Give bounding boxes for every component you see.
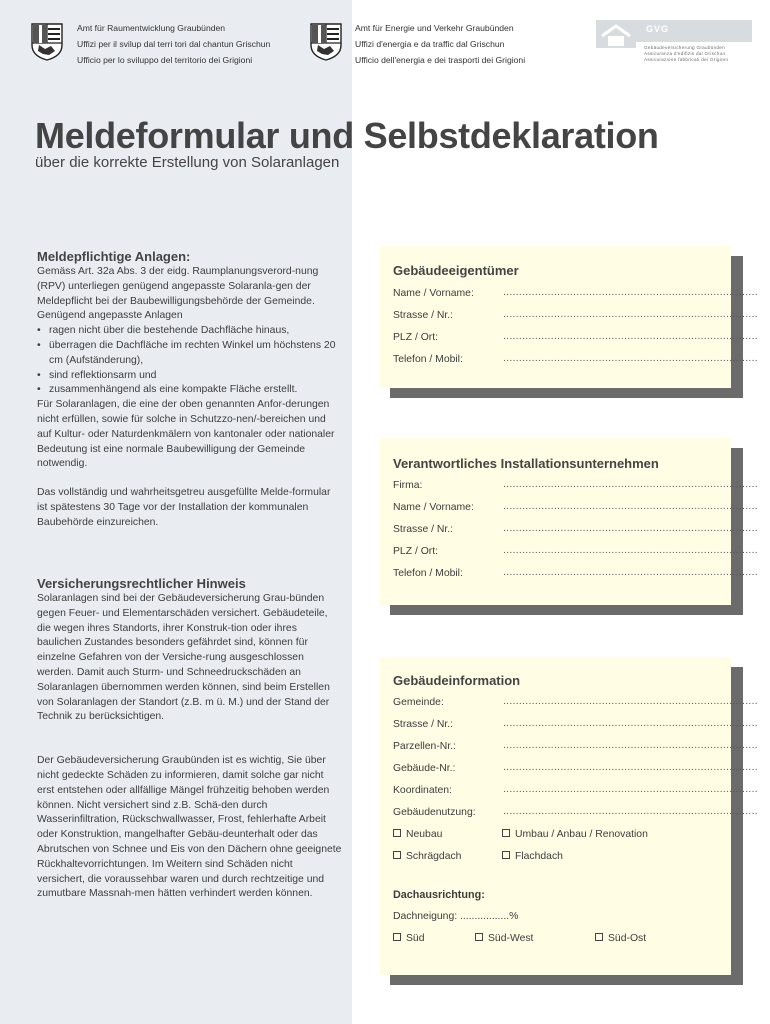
installer-box: Verantwortliches Installationsunternehmen Firma: ................................................................................ Name / Vorname: ................................................................................ Strasse / Nr.: ................................................................................ PLZ / Ort: ................................................................................ Telefon / Mobil: ................................................................................ (380, 438, 731, 605)
owner-box: Gebäudeeigentümer Name / Vorname: ................................................................................ Strasse / Nr.: ................................................................................ PLZ / Ort: ................................................................................ Telefon / Mobil: ................................................................................ (380, 246, 731, 388)
list-item: • ragen nicht über die bestehende Dachfläche hinaus, (37, 324, 342, 339)
checkbox-icon (393, 829, 401, 837)
checkbox-icon (393, 933, 401, 941)
building-info-box: Gebäudeinformation Gemeinde: ................................................................................ Strasse / Nr.: ................................................................................ Parzellen-Nr.: ................................................................................ Gebäude-Nr.: ................................................................................ Koordinaten: ................................................................................ Gebäudenutzung: ................................................................................ Neubau Umbau / Anbau / Renovation Schrägdach Flachdach Dachausrichtung: Dachneigung: .................% Süd Süd-West Süd-Ost (380, 657, 731, 975)
deadline-note: Das vollständig und wahrheitsgetreu ausgefüllte Melde-formular ist spätestens 30 Tage vor der Installation der kommunalen Baubehörde einzureichen. (37, 487, 331, 528)
section-intro: Gemäss Art. 32a Abs. 3 der eidg. Raumplanungsverord-nung (RPV) unterliegen genügend angepasste Solaranla-gen der Meldepflicht bei der Baubewilligungsbehörde der Gemeinde. Genügend angepasste Anlagen (37, 266, 319, 322)
page-subtitle: über die korrekte Erstellung von Solaranlagen (35, 154, 340, 171)
box-shadow (731, 256, 743, 398)
header-left-office (77, 20, 270, 68)
checkbox-neubau[interactable]: Neubau (393, 829, 442, 840)
box-heading: Gebäudeeigentümer (393, 263, 519, 278)
checkbox-icon (595, 933, 603, 941)
section-heading: Versicherungsrechtlicher Hinweis (37, 576, 246, 591)
box-heading: Verantwortliches Installationsunternehmen (393, 456, 659, 471)
box-shadow (390, 605, 743, 615)
checkbox-schraegdach[interactable]: Schrägdach (393, 851, 461, 862)
insurance-paragraph: Solaranlagen sind bei der Gebäudeversicherung Grau-bünden gegen Feuer- und Elementarschäden versichert. Gebäudeteile, die wegen ihres Standorts, ihrer Konstruk-tion oder ihres baulichen Zustandes besonders gefährdet sind, können für einzelne Gefahren von der Versiche-rung ausgeschlossen werden. Damit auch Sturm- und Schneedruckschäden an Solaranlagen übernommen werden können, sind beim Erstellen von Solaranlagen der Standort (z.B. m ü. M.) und der Stand der Technik zu berücksichtigen. (37, 593, 330, 723)
checkbox-icon (502, 851, 510, 859)
insurance-paragraph: Der Gebäudeversicherung Graubünden ist es wichtig, Sie über nicht gedeckte Schäden zu informieren, damit solche gar nicht erst entstehen oder allfällige Mängel frühzeitig behoben werden können. Nicht versichert sind z.B. Schä-den durch Wasserinfiltration, Rückschwallwasser, Frost, fehlerhafte Arbeit oder Konstruktion, mangelhafter Gebäu-deunterhalt oder das Abrutschen von Schnee und Eis von den Dächern ohne geeignete Rückhaltevorrichtungen. Im Weitern sind Schäden nicht versichert, die voraussehbar waren und durch rechtzeitige und zumutbare Massnah-men hätten verhindert werden können. (37, 755, 342, 900)
header-left-line: Amt für Raumentwicklung Graubünden (77, 23, 226, 33)
checkbox-sued[interactable]: Süd (393, 933, 425, 944)
checkbox-sued-ost[interactable]: Süd-Ost (595, 933, 646, 944)
checkbox-flachdach[interactable]: Flachdach (502, 851, 563, 862)
header-right-line: Uffizi d'energia e da traffic dal Grischun (355, 39, 505, 49)
requirements-list (37, 324, 342, 398)
gvg-subtitle: Gebäudeversicherung Graubünden Assicuranza d'edifizis dal Grischun Assicurazione fabbricati dei Grigioni (644, 45, 729, 62)
list-item: • zusammenhängend als eine kompakte Fläche erstellt. (37, 383, 342, 398)
page-title: Meldeformular und Selbstdeklaration (35, 115, 659, 156)
section-outro: Für Solaranlagen, die eine der oben genannten Anfor-derungen nicht erfüllen, sowie für solche in Schutzzo-nen/-bereichen und auf Kultur- oder Naturdenkmälern von kantonaler oder nationaler Bedeutung ist eine normale Baubewilligung der Gemeinde notwendig. (37, 399, 335, 470)
header-left-line: Uffizi per il svilup dal terri tori dal chantun Grischun (77, 39, 271, 49)
section-meldepflicht (37, 249, 342, 531)
checkbox-icon (502, 829, 510, 837)
checkbox-umbau[interactable]: Umbau / Anbau / Renovation (502, 829, 648, 840)
roof-slope-field[interactable]: Dachneigung: .................% (393, 911, 519, 922)
checkbox-icon (393, 851, 401, 859)
header-right-line: Ufficio dell'energia e dei trasporti dei Grigioni (355, 55, 526, 65)
header-right-office (355, 20, 525, 68)
gvg-house-icon (596, 20, 636, 48)
roof-orientation-heading: Dachausrichtung: (393, 889, 485, 901)
section-versicherung (37, 576, 342, 902)
checkbox-icon (475, 933, 483, 941)
graubuenden-crest-icon (31, 23, 63, 61)
box-shadow (731, 667, 743, 985)
gvg-logo-text: GVG (646, 24, 670, 34)
box-shadow (390, 975, 743, 985)
gvg-logo (596, 20, 756, 66)
graubuenden-crest-icon (310, 23, 342, 61)
box-heading: Gebäudeinformation (393, 673, 521, 688)
checkbox-sued-west[interactable]: Süd-West (475, 933, 533, 944)
list-item: • überragen die Dachfläche im rechten Winkel um höchstens 20 cm (Aufständerung), (37, 339, 342, 369)
header-left-line: Ufficio per lo sviluppo del territorio dei Grigioni (77, 55, 253, 65)
header-right-line: Amt für Energie und Verkehr Graubünden (355, 23, 514, 33)
section-heading: Meldepflichtige Anlagen: (37, 249, 191, 264)
box-shadow (390, 388, 743, 398)
list-item: • sind reflektionsarm und (37, 369, 342, 384)
